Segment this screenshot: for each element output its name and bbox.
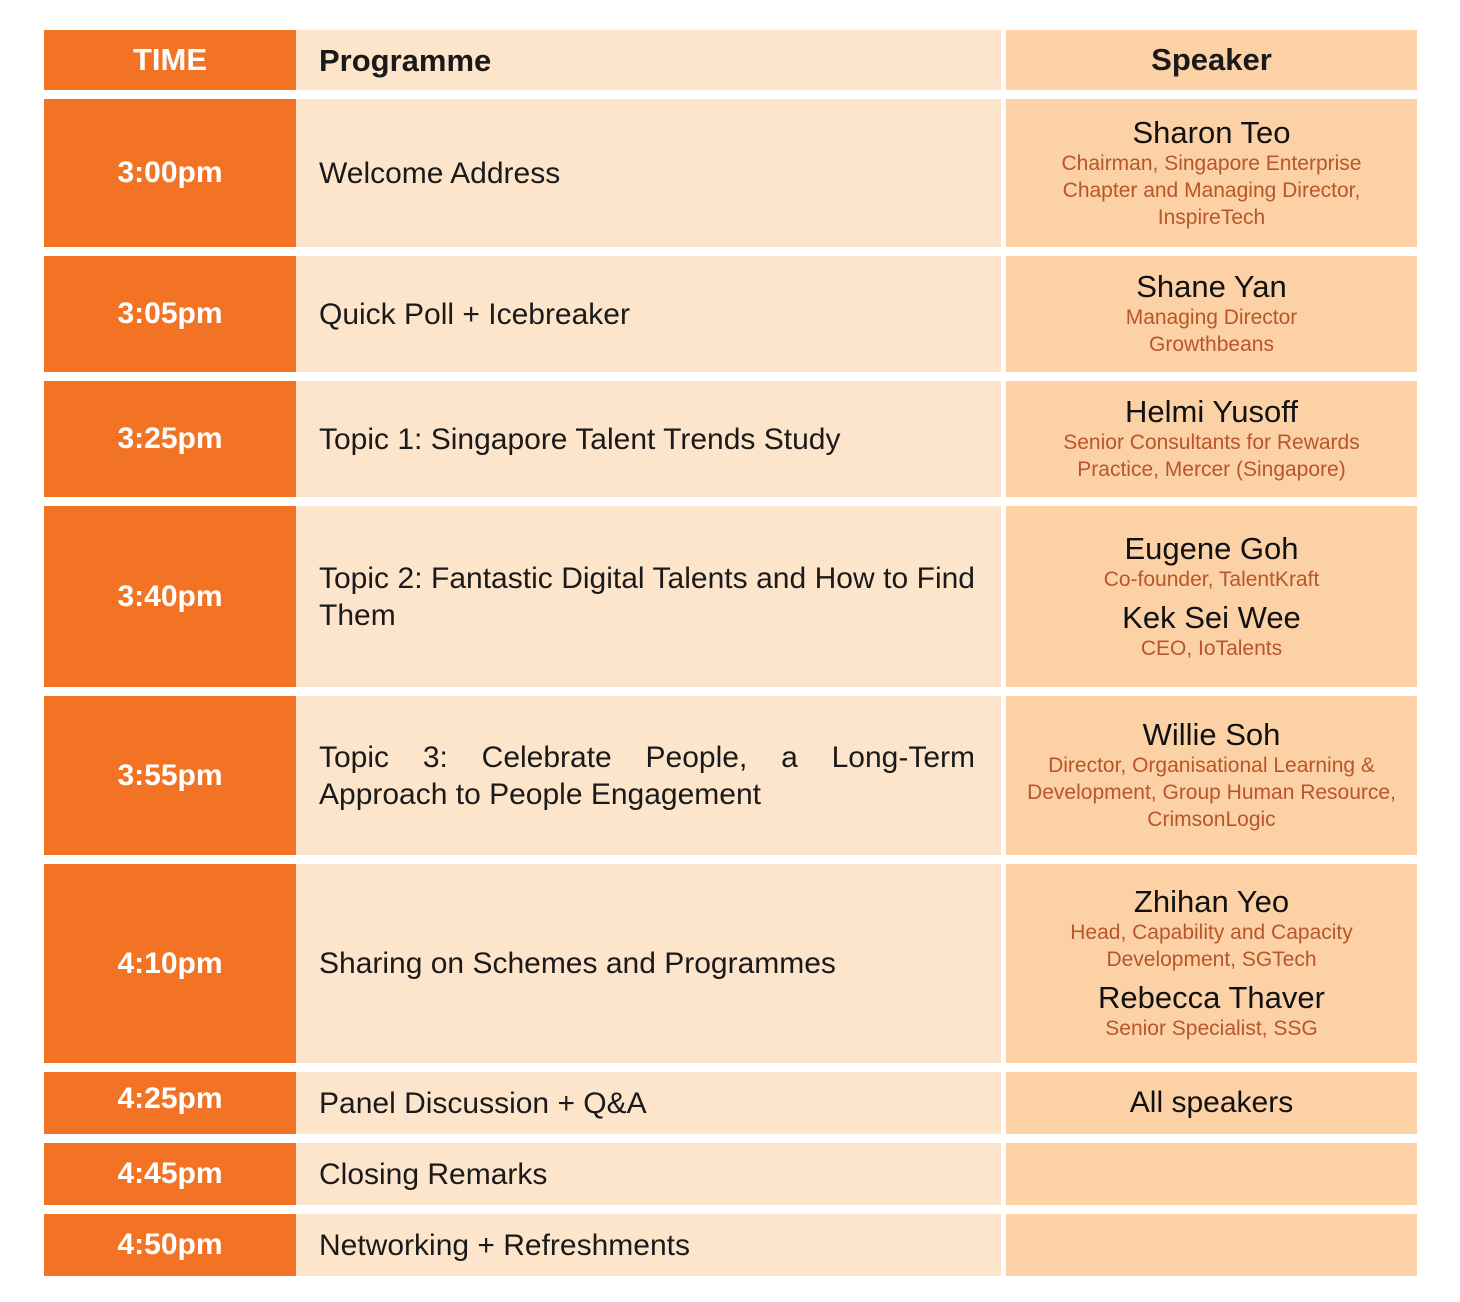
speaker-role: Director, Organisational Learning & Development, Group Human Resource, CrimsonLogic — [1027, 754, 1396, 831]
programme-text: Topic 3: Celebrate People, a Long-Term Approach to People Engagement — [319, 740, 975, 811]
speaker-role: Head, Capability and Capacity Development, SGTech — [1070, 921, 1353, 971]
time-cell: 4:50pm — [44, 1214, 296, 1276]
speaker-role: Senior Consultants for Rewards Practice, Mercer (Singapore) — [1063, 431, 1360, 481]
programme-text: Welcome Address — [319, 156, 561, 190]
programme-cell — [296, 1143, 1001, 1205]
programme-cell — [296, 381, 1001, 497]
programme-cell — [296, 99, 1001, 247]
speaker-cell-empty — [1006, 1214, 1417, 1276]
speaker-name: Sharon Teo — [1132, 114, 1291, 150]
header-programme: Programme — [296, 30, 1001, 90]
speaker-block — [1020, 395, 1403, 483]
programme-cell — [296, 1214, 1001, 1276]
time-cell: 4:25pm — [44, 1072, 296, 1134]
speaker-cell — [1006, 864, 1417, 1063]
programme-text: Panel Discussion + Q&A — [319, 1086, 647, 1120]
time-cell: 4:10pm — [44, 864, 296, 1063]
speaker-block — [1122, 601, 1301, 662]
speaker-role: Managing Director Growthbeans — [1125, 306, 1298, 356]
header-speaker: Speaker — [1006, 30, 1417, 90]
speaker-block — [1020, 718, 1403, 833]
speaker-block — [1020, 885, 1403, 973]
programme-text: Sharing on Schemes and Programmes — [319, 947, 836, 980]
header-time: TIME — [44, 30, 296, 90]
speaker-block — [1098, 981, 1325, 1042]
speaker-role: Chairman, Singapore Enterprise Chapter and Managing Director, InspireTech — [1061, 151, 1362, 229]
time-cell: 3:00pm — [44, 99, 296, 247]
speaker-cell — [1006, 256, 1417, 372]
speaker-block — [1020, 116, 1403, 231]
speaker-name: Helmi Yusoff — [1125, 394, 1298, 429]
programme-text: Topic 1: Singapore Talent Trends Study — [319, 422, 841, 456]
time-cell: 3:25pm — [44, 381, 296, 497]
programme-cell — [296, 506, 1001, 687]
speaker-name: Willie Soh — [1142, 717, 1281, 752]
all-speakers-text: All speakers — [1129, 1086, 1294, 1119]
speaker-cell — [1006, 696, 1417, 855]
programme-cell — [296, 864, 1001, 1063]
time-cell: 4:45pm — [44, 1143, 296, 1205]
speaker-role: CEO, IoTalents — [1140, 636, 1283, 660]
programme-text: Networking + Refreshments — [319, 1228, 690, 1262]
speaker-name: Zhihan Yeo — [1133, 884, 1290, 919]
programme-text: Topic 2: Fantastic Digital Talents and How to Find Them — [319, 561, 975, 632]
speaker-cell-empty — [1006, 1143, 1417, 1205]
time-cell: 3:40pm — [44, 506, 296, 687]
programme-cell — [296, 696, 1001, 855]
time-cell: 3:05pm — [44, 256, 296, 372]
time-cell: 3:55pm — [44, 696, 296, 855]
programme-cell — [296, 256, 1001, 372]
speaker-block — [1020, 270, 1403, 358]
speaker-name: Rebecca Thaver — [1098, 980, 1325, 1015]
speaker-role: Senior Specialist, SSG — [1105, 1017, 1318, 1040]
speaker-role: Co-founder, TalentKraft — [1103, 567, 1320, 591]
speaker-name: Eugene Goh — [1124, 530, 1299, 566]
speaker-block — [1104, 532, 1320, 593]
speaker-name: Shane Yan — [1136, 269, 1287, 304]
speaker-cell — [1006, 1072, 1417, 1134]
programme-text: Quick Poll + Icebreaker — [319, 297, 630, 331]
speaker-cell — [1006, 506, 1417, 687]
speaker-name: Kek Sei Wee — [1122, 599, 1301, 635]
programme-text: Closing Remarks — [319, 1157, 548, 1191]
schedule-table — [44, 30, 1417, 1276]
speaker-cell — [1006, 99, 1417, 247]
programme-cell — [296, 1072, 1001, 1134]
speaker-cell — [1006, 381, 1417, 497]
